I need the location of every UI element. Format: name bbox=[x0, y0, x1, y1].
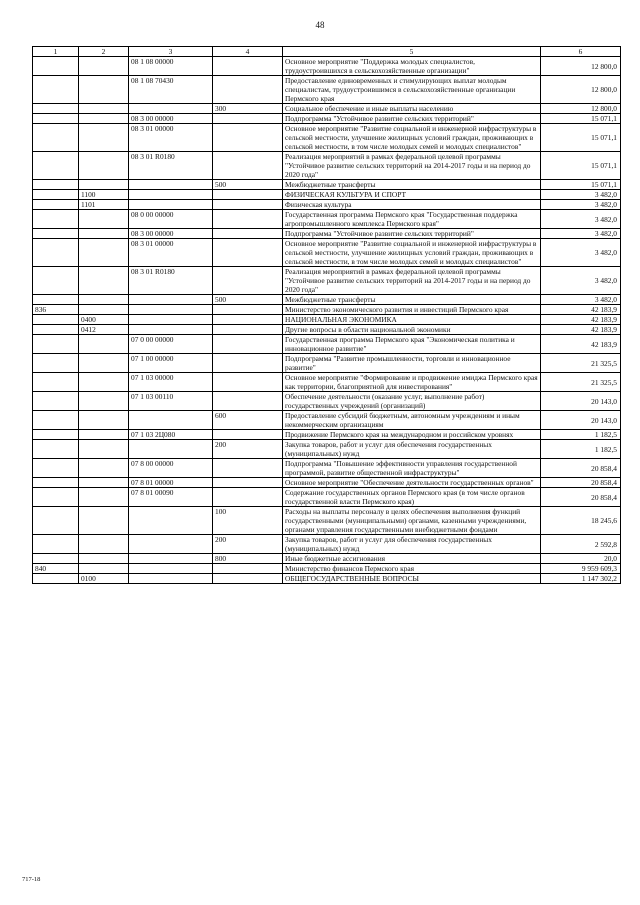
section-code-cell bbox=[79, 210, 129, 229]
target-article-cell: 08 0 00 00000 bbox=[129, 210, 213, 229]
expense-type-cell bbox=[213, 239, 283, 267]
admin-code-cell bbox=[33, 180, 79, 190]
description-cell: Основное мероприятие "Развитие социальной и инженерной инфраструктуры в сельской местности, улучшение жилищных условий граждан, проживающих в сельской местности, в том числе молодых семей и молодых специалистов" bbox=[283, 239, 541, 267]
table-row bbox=[33, 152, 621, 180]
table-row bbox=[33, 411, 621, 430]
expense-type-cell bbox=[213, 200, 283, 210]
admin-code-cell bbox=[33, 440, 79, 459]
expense-type-cell bbox=[213, 315, 283, 325]
table-header-row bbox=[33, 47, 621, 57]
target-article-cell bbox=[129, 180, 213, 190]
expense-type-cell bbox=[213, 430, 283, 440]
amount-cell: 3 482,0 bbox=[541, 200, 621, 210]
amount-cell: 3 482,0 bbox=[541, 210, 621, 229]
column-header: 1 bbox=[33, 47, 79, 57]
amount-cell: 42 183,9 bbox=[541, 325, 621, 335]
section-code-cell bbox=[79, 459, 129, 478]
table-row bbox=[33, 574, 621, 584]
description-cell: Продвижение Пермского края на международном и российском уровнях bbox=[283, 430, 541, 440]
amount-cell: 9 959 609,3 bbox=[541, 564, 621, 574]
expense-type-cell: 600 bbox=[213, 411, 283, 430]
target-article-cell: 08 3 01 R0180 bbox=[129, 152, 213, 180]
column-header: 2 bbox=[79, 47, 129, 57]
expense-type-cell: 500 bbox=[213, 295, 283, 305]
description-cell: Основное мероприятие "Развитие социальной и инженерной инфраструктуры в сельской местности, улучшение жилищных условий граждан, проживающих в сельской местности, в том числе молодых семей и молодых специалистов" bbox=[283, 124, 541, 152]
amount-cell: 1 182,5 bbox=[541, 430, 621, 440]
target-article-cell: 07 8 01 00090 bbox=[129, 488, 213, 507]
target-article-cell: 08 3 01 00000 bbox=[129, 239, 213, 267]
section-code-cell: 0100 bbox=[79, 574, 129, 584]
admin-code-cell bbox=[33, 315, 79, 325]
admin-code-cell bbox=[33, 104, 79, 114]
table-row bbox=[33, 210, 621, 229]
column-header: 4 bbox=[213, 47, 283, 57]
description-cell: ОБЩЕГОСУДАРСТВЕННЫЕ ВОПРОСЫ bbox=[283, 574, 541, 584]
admin-code-cell bbox=[33, 210, 79, 229]
section-code-cell bbox=[79, 430, 129, 440]
section-code-cell bbox=[79, 564, 129, 574]
column-header: 3 bbox=[129, 47, 213, 57]
amount-cell: 20 858,4 bbox=[541, 488, 621, 507]
target-article-cell: 07 8 01 00000 bbox=[129, 478, 213, 488]
admin-code-cell: 836 bbox=[33, 305, 79, 315]
description-cell: Министерство экономического развития и инвестиций Пермского края bbox=[283, 305, 541, 315]
section-code-cell bbox=[79, 488, 129, 507]
target-article-cell: 08 3 01 00000 bbox=[129, 124, 213, 152]
amount-cell: 12 800,0 bbox=[541, 104, 621, 114]
admin-code-cell bbox=[33, 229, 79, 239]
target-article-cell bbox=[129, 315, 213, 325]
description-cell: Предоставление единовременных и стимулирующих выплат молодым специалистам, трудоустроившимся в сельскохозяйственные организации Пермского края bbox=[283, 76, 541, 104]
amount-cell: 15 071,1 bbox=[541, 180, 621, 190]
amount-cell: 18 245,6 bbox=[541, 507, 621, 535]
section-code-cell bbox=[79, 180, 129, 190]
section-code-cell bbox=[79, 392, 129, 411]
target-article-cell: 08 3 00 00000 bbox=[129, 114, 213, 124]
description-cell: Реализация мероприятий в рамках федеральной целевой программы "Устойчивое развитие сельских территорий на 2014-2017 годы и на период до 2020 года" bbox=[283, 267, 541, 295]
section-code-cell bbox=[79, 335, 129, 354]
table-row bbox=[33, 392, 621, 411]
amount-cell: 42 183,9 bbox=[541, 305, 621, 315]
amount-cell: 20,0 bbox=[541, 554, 621, 564]
table-row bbox=[33, 180, 621, 190]
section-code-cell bbox=[79, 229, 129, 239]
section-code-cell: 0412 bbox=[79, 325, 129, 335]
section-code-cell bbox=[79, 114, 129, 124]
admin-code-cell bbox=[33, 124, 79, 152]
amount-cell: 12 800,0 bbox=[541, 57, 621, 76]
table-row bbox=[33, 190, 621, 200]
admin-code-cell bbox=[33, 76, 79, 104]
expense-type-cell: 200 bbox=[213, 440, 283, 459]
expense-type-cell: 200 bbox=[213, 535, 283, 554]
section-code-cell bbox=[79, 507, 129, 535]
expense-type-cell bbox=[213, 190, 283, 200]
admin-code-cell bbox=[33, 190, 79, 200]
expense-type-cell bbox=[213, 152, 283, 180]
table-row bbox=[33, 373, 621, 392]
amount-cell: 12 800,0 bbox=[541, 76, 621, 104]
expense-type-cell bbox=[213, 210, 283, 229]
expense-type-cell bbox=[213, 354, 283, 373]
section-code-cell bbox=[79, 152, 129, 180]
description-cell: Предоставление субсидий бюджетным, автономным учреждениям и иным некоммерческим организациям bbox=[283, 411, 541, 430]
section-code-cell bbox=[79, 354, 129, 373]
admin-code-cell bbox=[33, 478, 79, 488]
target-article-cell bbox=[129, 325, 213, 335]
amount-cell: 1 147 302,2 bbox=[541, 574, 621, 584]
section-code-cell bbox=[79, 239, 129, 267]
section-code-cell bbox=[79, 373, 129, 392]
amount-cell: 3 482,0 bbox=[541, 267, 621, 295]
target-article-cell bbox=[129, 574, 213, 584]
admin-code-cell bbox=[33, 507, 79, 535]
target-article-cell bbox=[129, 535, 213, 554]
table-row bbox=[33, 440, 621, 459]
target-article-cell bbox=[129, 554, 213, 564]
target-article-cell bbox=[129, 507, 213, 535]
table-row bbox=[33, 315, 621, 325]
amount-cell: 15 071,1 bbox=[541, 114, 621, 124]
table-row bbox=[33, 459, 621, 478]
description-cell: Межбюджетные трансферты bbox=[283, 180, 541, 190]
page-number: 48 bbox=[315, 20, 325, 30]
table-row bbox=[33, 57, 621, 76]
description-cell: Социальное обеспечение и иные выплаты населению bbox=[283, 104, 541, 114]
expense-type-cell bbox=[213, 335, 283, 354]
admin-code-cell bbox=[33, 411, 79, 430]
admin-code-cell bbox=[33, 574, 79, 584]
column-header: 5 bbox=[283, 47, 541, 57]
target-article-cell: 08 1 08 00000 bbox=[129, 57, 213, 76]
admin-code-cell bbox=[33, 554, 79, 564]
expense-type-cell bbox=[213, 305, 283, 315]
description-cell: Основное мероприятие "Формирование и продвижение имиджа Пермского края как территории, благоприятной для инвестирования" bbox=[283, 373, 541, 392]
description-cell: Содержание государственных органов Пермского края (в том числе органов государственной власти Пермского края) bbox=[283, 488, 541, 507]
target-article-cell bbox=[129, 411, 213, 430]
amount-cell: 3 482,0 bbox=[541, 190, 621, 200]
target-article-cell bbox=[129, 295, 213, 305]
target-article-cell: 08 1 08 70430 bbox=[129, 76, 213, 104]
target-article-cell bbox=[129, 190, 213, 200]
section-code-cell bbox=[79, 411, 129, 430]
description-cell: Обеспечение деятельности (оказание услуг, выполнение работ) государственных учреждений (организаций) bbox=[283, 392, 541, 411]
description-cell: Основное мероприятие "Поддержка молодых специалистов, трудоустроившихся в сельскохозяйственные организации" bbox=[283, 57, 541, 76]
description-cell: Расходы на выплаты персоналу в целях обеспечения выполнения функций государственными (муниципальными) органами, казенными учреждениями, органами управления государственными внебюджетными фондами bbox=[283, 507, 541, 535]
description-cell: Закупка товаров, работ и услуг для обеспечения государственных (муниципальных) нужд bbox=[283, 440, 541, 459]
admin-code-cell bbox=[33, 239, 79, 267]
section-code-cell bbox=[79, 267, 129, 295]
target-article-cell: 07 1 03 00110 bbox=[129, 392, 213, 411]
table-row bbox=[33, 354, 621, 373]
amount-cell: 21 325,5 bbox=[541, 373, 621, 392]
description-cell: Реализация мероприятий в рамках федеральной целевой программы "Устойчивое развитие сельских территорий на 2014-2017 годы и на период до 2020 года" bbox=[283, 152, 541, 180]
column-header: 6 bbox=[541, 47, 621, 57]
expense-type-cell bbox=[213, 574, 283, 584]
expense-type-cell: 300 bbox=[213, 104, 283, 114]
target-article-cell bbox=[129, 564, 213, 574]
admin-code-cell bbox=[33, 354, 79, 373]
admin-code-cell bbox=[33, 459, 79, 478]
amount-cell: 20 143,0 bbox=[541, 392, 621, 411]
expense-type-cell bbox=[213, 392, 283, 411]
section-code-cell bbox=[79, 124, 129, 152]
expense-type-cell bbox=[213, 459, 283, 478]
expense-type-cell bbox=[213, 229, 283, 239]
description-cell: НАЦИОНАЛЬНАЯ ЭКОНОМИКА bbox=[283, 315, 541, 325]
description-cell: Подпрограмма "Устойчивое развитие сельских территорий" bbox=[283, 229, 541, 239]
table-row bbox=[33, 478, 621, 488]
expense-type-cell bbox=[213, 57, 283, 76]
amount-cell: 1 182,5 bbox=[541, 440, 621, 459]
expense-type-cell bbox=[213, 564, 283, 574]
table-row bbox=[33, 200, 621, 210]
expense-type-cell bbox=[213, 325, 283, 335]
table-row bbox=[33, 305, 621, 315]
table-row bbox=[33, 295, 621, 305]
table-row bbox=[33, 507, 621, 535]
section-code-cell: 1100 bbox=[79, 190, 129, 200]
budget-table bbox=[32, 46, 621, 584]
admin-code-cell bbox=[33, 152, 79, 180]
expense-type-cell bbox=[213, 478, 283, 488]
table-row bbox=[33, 564, 621, 574]
table-row bbox=[33, 76, 621, 104]
admin-code-cell bbox=[33, 335, 79, 354]
target-article-cell: 07 1 00 00000 bbox=[129, 354, 213, 373]
description-cell: Иные бюджетные ассигнования bbox=[283, 554, 541, 564]
section-code-cell bbox=[79, 440, 129, 459]
amount-cell: 20 858,4 bbox=[541, 478, 621, 488]
description-cell: ФИЗИЧЕСКАЯ КУЛЬТУРА И СПОРТ bbox=[283, 190, 541, 200]
footer-code: 717-18 bbox=[22, 876, 41, 883]
section-code-cell bbox=[79, 295, 129, 305]
target-article-cell: 07 8 00 00000 bbox=[129, 459, 213, 478]
table-row bbox=[33, 488, 621, 507]
expense-type-cell: 500 bbox=[213, 180, 283, 190]
table-row bbox=[33, 325, 621, 335]
amount-cell: 3 482,0 bbox=[541, 239, 621, 267]
expense-type-cell: 800 bbox=[213, 554, 283, 564]
section-code-cell bbox=[79, 554, 129, 564]
admin-code-cell bbox=[33, 535, 79, 554]
section-code-cell: 1101 bbox=[79, 200, 129, 210]
amount-cell: 2 592,8 bbox=[541, 535, 621, 554]
admin-code-cell bbox=[33, 373, 79, 392]
table-row bbox=[33, 239, 621, 267]
target-article-cell bbox=[129, 305, 213, 315]
target-article-cell: 08 3 00 00000 bbox=[129, 229, 213, 239]
target-article-cell: 08 3 01 R0180 bbox=[129, 267, 213, 295]
table-row bbox=[33, 229, 621, 239]
admin-code-cell bbox=[33, 114, 79, 124]
admin-code-cell bbox=[33, 295, 79, 305]
amount-cell: 15 071,1 bbox=[541, 152, 621, 180]
admin-code-cell bbox=[33, 200, 79, 210]
section-code-cell: 0400 bbox=[79, 315, 129, 325]
admin-code-cell bbox=[33, 325, 79, 335]
description-cell: Государственная программа Пермского края "Экономическая политика и инновационное развитие" bbox=[283, 335, 541, 354]
section-code-cell bbox=[79, 478, 129, 488]
amount-cell: 20 858,4 bbox=[541, 459, 621, 478]
amount-cell: 42 183,9 bbox=[541, 335, 621, 354]
section-code-cell bbox=[79, 535, 129, 554]
amount-cell: 3 482,0 bbox=[541, 229, 621, 239]
description-cell: Подпрограмма "Устойчивое развитие сельских территорий" bbox=[283, 114, 541, 124]
target-article-cell: 07 0 00 00000 bbox=[129, 335, 213, 354]
target-article-cell: 07 1 03 00000 bbox=[129, 373, 213, 392]
table-row bbox=[33, 430, 621, 440]
description-cell: Другие вопросы в области национальной экономики bbox=[283, 325, 541, 335]
table-row bbox=[33, 554, 621, 564]
admin-code-cell bbox=[33, 488, 79, 507]
expense-type-cell bbox=[213, 114, 283, 124]
description-cell: Межбюджетные трансферты bbox=[283, 295, 541, 305]
table-row bbox=[33, 535, 621, 554]
table-row bbox=[33, 267, 621, 295]
expense-type-cell bbox=[213, 488, 283, 507]
expense-type-cell bbox=[213, 267, 283, 295]
amount-cell: 20 143,0 bbox=[541, 411, 621, 430]
expense-type-cell bbox=[213, 373, 283, 392]
target-article-cell: 07 1 03 2Ц080 bbox=[129, 430, 213, 440]
description-cell: Физическая культура bbox=[283, 200, 541, 210]
table-row bbox=[33, 104, 621, 114]
expense-type-cell bbox=[213, 76, 283, 104]
target-article-cell bbox=[129, 104, 213, 114]
table-row bbox=[33, 124, 621, 152]
admin-code-cell bbox=[33, 57, 79, 76]
expense-type-cell bbox=[213, 124, 283, 152]
description-cell: Закупка товаров, работ и услуг для обеспечения государственных (муниципальных) нужд bbox=[283, 535, 541, 554]
description-cell: Подпрограмма "Развитие промышленности, торговли и инновационное развитие" bbox=[283, 354, 541, 373]
section-code-cell bbox=[79, 305, 129, 315]
amount-cell: 3 482,0 bbox=[541, 295, 621, 305]
section-code-cell bbox=[79, 76, 129, 104]
table-row bbox=[33, 114, 621, 124]
admin-code-cell bbox=[33, 430, 79, 440]
target-article-cell bbox=[129, 440, 213, 459]
target-article-cell bbox=[129, 200, 213, 210]
expense-type-cell: 100 bbox=[213, 507, 283, 535]
amount-cell: 42 183,9 bbox=[541, 315, 621, 325]
section-code-cell bbox=[79, 57, 129, 76]
table-row bbox=[33, 335, 621, 354]
admin-code-cell bbox=[33, 392, 79, 411]
section-code-cell bbox=[79, 104, 129, 114]
amount-cell: 21 325,5 bbox=[541, 354, 621, 373]
description-cell: Государственная программа Пермского края "Государственная поддержка агропромышленного комплекса Пермского края" bbox=[283, 210, 541, 229]
description-cell: Министерство финансов Пермского края bbox=[283, 564, 541, 574]
amount-cell: 15 071,1 bbox=[541, 124, 621, 152]
admin-code-cell bbox=[33, 267, 79, 295]
admin-code-cell: 840 bbox=[33, 564, 79, 574]
description-cell: Подпрограмма "Повышение эффективности управления государственной программой, развитие общественной инфраструктуры" bbox=[283, 459, 541, 478]
description-cell: Основное мероприятие "Обеспечение деятельности государственных органов" bbox=[283, 478, 541, 488]
